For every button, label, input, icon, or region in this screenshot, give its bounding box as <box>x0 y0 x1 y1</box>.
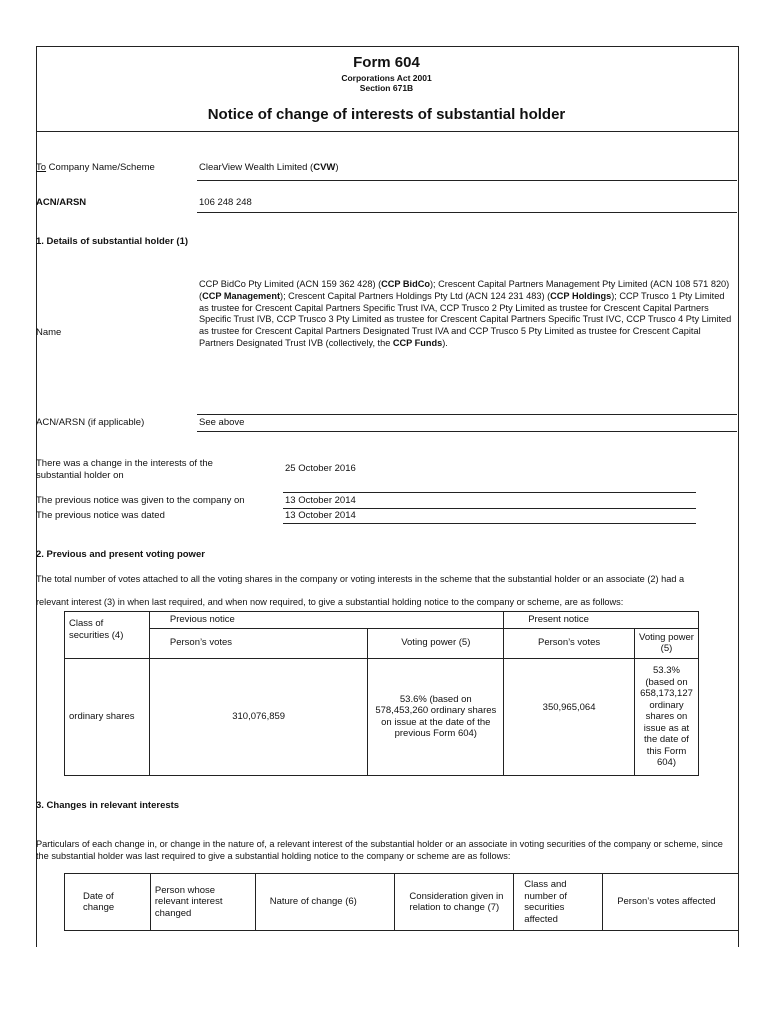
section2-intro-1: The total number of votes attached to all the voting shares in the company or voting interests in the scheme that the substantial holder or an associate (2) had a <box>36 574 685 584</box>
holder-defined-term: CCP Funds <box>392 337 443 348</box>
row-class: ordinary shares <box>65 658 150 776</box>
company-label-text: Company Name/Scheme <box>46 162 155 173</box>
prev-given-date: 13 October 2014 <box>285 495 356 506</box>
col-persons-votes-affected: Person’s votes affected <box>603 874 739 931</box>
row-pres-power: 53.3% (based on 658,173,127 ordinary shares on issue as at the date of this Form 604) <box>634 658 698 776</box>
prev-given-underline <box>283 508 696 509</box>
holder-acn-underline <box>197 431 737 432</box>
prev-dated-label: The previous notice was dated <box>36 510 165 521</box>
holder-name-label: Name <box>36 327 62 338</box>
col-date-of-change: Date of change <box>65 874 151 931</box>
to-prefix: To <box>36 162 47 173</box>
row-prev-power: 53.6% (based on 578,453,260 ordinary shares on issue at the date of the previous Form 604) <box>368 658 504 776</box>
acn-value: 106 248 248 <box>199 197 252 208</box>
header-divider <box>36 131 738 132</box>
act-name: Corporations Act 2001 <box>341 73 432 83</box>
form-title: Form 604 <box>353 54 420 71</box>
col-person-changed: Person whose relevant interest changed <box>150 874 255 931</box>
row-prev-votes: 310,076,859 <box>149 658 368 776</box>
change-label: There was a change in the interests of the substantial holder on <box>36 458 213 481</box>
row-pres-votes: 350,965,064 <box>504 658 635 776</box>
section2-heading: 2. Previous and present voting power <box>36 549 205 560</box>
holder-text-run: ); Crescent Capital Partners Holdings Pty Ltd (ACN 124 231 483) ( <box>280 290 551 301</box>
holder-name-text <box>199 279 735 350</box>
acn-underline <box>197 212 737 213</box>
prev-persons-votes-header: Person’s votes <box>149 628 368 658</box>
section3-intro: Particulars of each change in, or change in the nature of, a relevant interest of the substantial holder or an associate in voting securities of the company or scheme, since the substantial holder was last required to give a substantial holding notice to the company or scheme are as follows: <box>36 839 723 861</box>
prev-dated-underline <box>283 523 696 524</box>
section-number: Section 671B <box>359 83 414 93</box>
pres-persons-votes-header: Person’s votes <box>504 628 635 658</box>
holder-acn-label: ACN/ARSN (if applicable) <box>36 417 145 428</box>
holder-text-run: ); CCP Trusco 1 Pty Limited as trustee for Crescent Capital Partners Specific Trust IVA, CCP Trusco 2 Pty Limited as trustee for Crescent Capital Partners Specific Trust IVB, CCP Trusco 3 Pty Limited as trustee for Crescent Capital Partners Specific Trust IVC, CCP Trusco 4 Pty Limited as trustee for Crescent Capital Partners Designated Trust IVA and CCP Trusco 5 Pty Limited as trustee for Crescent Capital Partners Designated Trust IVB (collectively, the <box>199 290 732 348</box>
company-name-text: ClearView Wealth Limited ( <box>199 162 314 173</box>
prev-given-label: The previous notice was given to the company on <box>36 495 245 506</box>
present-notice-header: Present notice <box>504 612 699 629</box>
holder-underline <box>197 414 737 415</box>
company-name <box>199 162 339 174</box>
section1-heading: 1. Details of substantial holder (1) <box>36 236 189 247</box>
holder-defined-term: CCP BidCo <box>381 279 430 289</box>
holder-text-run: ). <box>442 337 448 348</box>
holder-defined-term: CCP Holdings <box>550 290 612 301</box>
holder-text-run: ); Crescent Capital Partners Management Pty Limited (ACN 108 571 820) ( <box>199 279 730 301</box>
holder-defined-term: CCP Management <box>202 290 281 301</box>
prev-dated-date: 13 October 2014 <box>285 510 356 521</box>
company-label <box>36 162 155 174</box>
col-consideration: Consideration given in relation to change (7) <box>395 874 514 931</box>
company-name-close: ) <box>335 162 339 173</box>
prev-voting-power-header: Voting power (5) <box>368 628 504 658</box>
acn-label: ACN/ARSN <box>36 197 87 208</box>
holder-text-run: CCP BidCo Pty Limited (ACN 159 362 428) ( <box>199 279 382 289</box>
col-nature-of-change: Nature of change (6) <box>255 874 395 931</box>
company-underline <box>197 180 737 181</box>
voting-power-table <box>64 611 699 776</box>
section2-intro-2: relevant interest (3) in when last required, and when now required, to give a substantial holding notice to the company or scheme, are as follows: <box>36 597 624 607</box>
class-header: Class of securities (4) <box>65 612 150 659</box>
company-code: CVW <box>313 162 336 173</box>
change-underline <box>283 492 696 493</box>
notice-title: Notice of change of interests of substantial holder <box>207 106 566 123</box>
col-class-and-number: Class and number of securities affected <box>514 874 603 931</box>
section3-heading: 3. Changes in relevant interests <box>36 800 180 811</box>
previous-notice-header: Previous notice <box>149 612 503 629</box>
changes-table <box>64 873 739 931</box>
pres-voting-power-header: Voting power (5) <box>634 628 698 658</box>
change-date: 25 October 2016 <box>285 463 356 474</box>
holder-acn-value: See above <box>199 417 245 428</box>
